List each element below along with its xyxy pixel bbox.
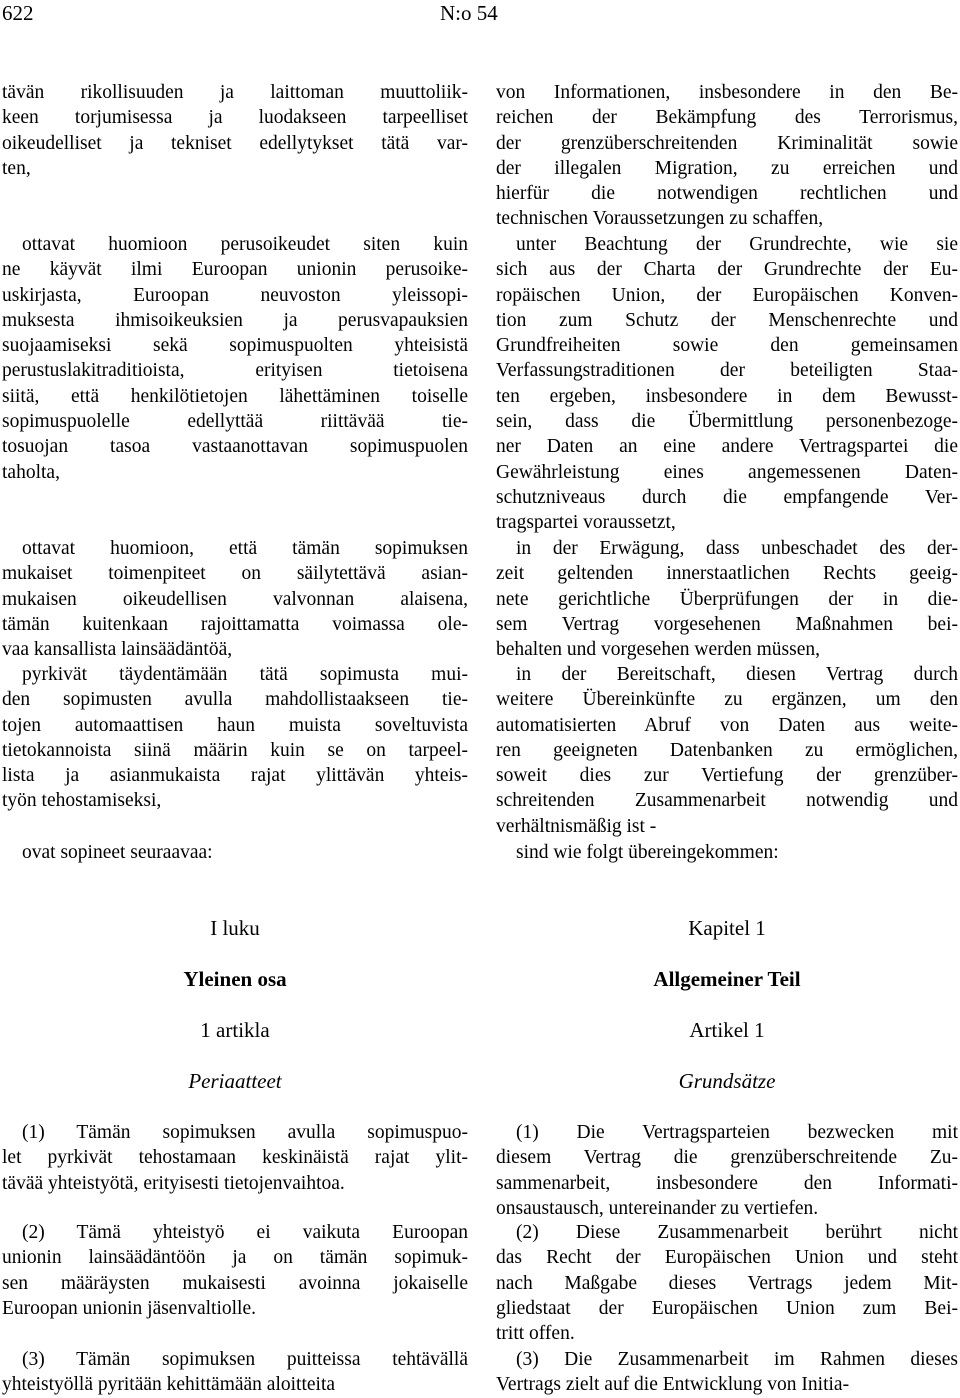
de-chapter-title: Allgemeiner Teil — [653, 967, 801, 991]
de-agreed-text: sind wie folgt übereingekommen: — [516, 842, 779, 863]
text-line: soweit dies zur Vertiefung der grenzüber- — [496, 765, 958, 787]
page-number: 622 — [2, 1, 34, 25]
text-line: onsaustausch, untereinander zu vertiefen. — [496, 1197, 819, 1219]
text-line: technischen Voraussetzungen zu schaffen, — [496, 208, 824, 230]
text-line: mukaiset toimenpiteet on säilytettävä asian- — [2, 563, 468, 585]
text-line: tritt offen. — [496, 1323, 575, 1345]
text-line: lista ja asianmukaista rajat ylittävän yhteis- — [2, 765, 468, 787]
text-line: let pyrkivät tehostamaan keskinäistä rajat ylit- — [2, 1147, 468, 1169]
text-line: tojen automaattisen haun muista soveltuvista — [2, 714, 468, 736]
text-line: ren geeigneten Datenbanken zu ermöglichen, — [496, 739, 958, 761]
text-line: ten ergeben, insbesondere in dem Bewusst- — [496, 385, 958, 407]
fi-intro — [2, 80, 468, 181]
de-article-title: Grundsätze — [678, 1069, 776, 1093]
fi-para-1 — [2, 1120, 468, 1196]
text-line: weitere Übereinkünfte zu ergänzen, um den — [496, 689, 958, 711]
text-line: ottavat huomioon, että tämän sopimuksen — [22, 538, 468, 559]
text-line: vaa kansallista lainsäädäntöä, — [2, 639, 233, 661]
text-line: yhteistyöllä pyritään kehittämään aloitteita — [2, 1374, 336, 1396]
de-recital-supplement — [496, 662, 958, 839]
text-line: hierfür die notwendigen rechtlichen und — [496, 183, 958, 205]
text-line: von Informationen, insbesondere in den Be- — [496, 82, 958, 103]
text-line: sen määräysten mukaisesti avoinna jokaiselle — [2, 1272, 468, 1294]
text-line: Gewährleistung eines angemessenen Daten- — [496, 461, 958, 483]
text-line: gliedstaat der Europäischen Union zum Bei- — [496, 1297, 958, 1319]
text-line: (1) Die Vertragsparteien bezwecken mit — [516, 1122, 958, 1143]
de-para-2 — [496, 1220, 958, 1346]
text-line: tion zum Schutz der Menschenrechte und — [496, 309, 958, 331]
fi-recital-supplement — [2, 662, 468, 814]
text-line: nete gerichtliche Überprüfungen der in die- — [496, 588, 958, 610]
text-line: sammenarbeit, insbesondere den Informati- — [496, 1172, 958, 1194]
de-recital-rights — [496, 232, 958, 536]
de-agreed — [496, 840, 958, 865]
de-chapter: Kapitel 1 — [688, 916, 766, 940]
text-line: (3) Die Zusammenarbeit im Rahmen dieses — [516, 1349, 958, 1370]
text-line: den sopimusten avulla mahdollistaakseen tie- — [2, 689, 468, 711]
fi-article: 1 artikla — [200, 1018, 270, 1042]
text-line: tosuojan tasoa vastaanottavan sopimuspuolen — [2, 436, 468, 458]
text-line: Euroopan unionin jäsenvaltiolle. — [2, 1297, 256, 1319]
text-line: schreitenden Zusammenarbeit notwendig und — [496, 790, 958, 812]
text-line: in der Bereitschaft, diesen Vertrag durch — [516, 664, 958, 685]
text-line: reichen der Bekämpfung des Terrorismus, — [496, 107, 958, 129]
text-line: (3) Tämän sopimuksen puitteissa tehtävällä — [22, 1349, 468, 1370]
text-line: (2) Diese Zusammenarbeit berührt nicht — [516, 1222, 958, 1243]
text-line: das Recht der Europäischen Union und steht — [496, 1247, 958, 1269]
de-para-1 — [496, 1120, 958, 1221]
text-line: automatisierten Abruf von Daten aus weite- — [496, 714, 958, 736]
text-line: tietokannoista siinä määrin kuin se on tarpeel- — [2, 739, 468, 761]
text-line: siitä, että henkilötietojen lähettäminen toiselle — [2, 385, 468, 407]
text-line: uskirjasta, Euroopan neuvoston yleissopi- — [2, 284, 468, 306]
issue-number: N:o 54 — [440, 1, 498, 25]
text-line: unter Beachtung der Grundrechte, wie sie — [516, 234, 958, 255]
fi-chapter: I luku — [210, 916, 260, 940]
text-line: sein, dass die Übermittlung personenbezoge- — [496, 411, 958, 433]
text-line: zeit geltenden innerstaatlichen Rechts geeig- — [496, 563, 958, 585]
text-line: in der Erwägung, dass unbeschadet des der- — [516, 538, 958, 559]
text-line: perustuslakitraditioista, erityisen tietoisena — [2, 360, 468, 382]
fi-agreed — [2, 840, 468, 865]
text-line: sem Vertrag vorgesehenen Maßnahmen bei- — [496, 613, 958, 635]
text-line: sich aus der Charta der Grundrechte der Eu- — [496, 259, 958, 281]
text-line: tävän rikollisuuden ja laittoman muuttoliik- — [2, 82, 468, 103]
text-line: tävää yhteistyötä, erityisesti tietojenvaihtoa. — [2, 1172, 345, 1194]
fi-para-2 — [2, 1220, 468, 1321]
text-line: Grundfreiheiten sowie den gemeinsamen — [496, 335, 958, 357]
text-line: ne käyvät ilmi Euroopan unionin perusoike- — [2, 259, 468, 281]
text-line: Vertrags zielt auf die Entwicklung von Initia- — [496, 1374, 850, 1396]
text-line: tämän kuitenkaan rajoittamatta voimassa ole- — [2, 613, 468, 635]
fi-para-3 — [2, 1347, 468, 1398]
text-line: schutzniveaus durch die empfangende Ver- — [496, 486, 958, 508]
text-line: työn tehostamiseksi, — [2, 790, 162, 812]
text-line: (1) Tämän sopimuksen avulla sopimuspuo- — [22, 1122, 468, 1143]
text-line: behalten und vorgesehen werden müssen, — [496, 639, 821, 661]
text-line: mukaisen oikeudellisen valvonnan alaisena, — [2, 588, 468, 610]
text-line: verhältnismäßig ist - — [496, 815, 657, 837]
text-line: ner Daten an eine andere Vertragspartei die — [496, 436, 958, 458]
fi-recital-rights — [2, 232, 468, 485]
text-line: tragspartei voraussetzt, — [496, 512, 676, 534]
de-recital-oversight — [496, 536, 958, 662]
fi-article-title: Periaatteet — [188, 1069, 282, 1093]
text-line: der grenzüberschreitenden Kriminalität sowie — [496, 132, 958, 154]
text-line: keen torjumisessa ja luodakseen tarpeelliset — [2, 107, 468, 129]
text-line: nach Maßgabe dieses Vertrags jedem Mit- — [496, 1272, 958, 1294]
text-line: suojaamiseksi sekä sopimuspuolten yhteisistä — [2, 335, 468, 357]
text-line: pyrkivät täydentämään tätä sopimusta mui- — [22, 664, 468, 685]
de-para-3 — [496, 1347, 958, 1398]
text-line: (2) Tämä yhteistyö ei vaikuta Euroopan — [22, 1222, 468, 1243]
text-line: muksesta ihmisoikeuksien ja perusvapauksien — [2, 309, 468, 331]
text-line: ten, — [2, 157, 31, 179]
text-line: ottavat huomioon perusoikeudet siten kuin — [22, 234, 468, 255]
text-line: oikeudelliset ja tekniset edellytykset tätä var- — [2, 132, 468, 154]
de-article: Artikel 1 — [689, 1018, 765, 1042]
text-line: taholta, — [2, 461, 60, 483]
text-line: sopimuspuolelle edellyttää riittävää tie- — [2, 411, 468, 433]
text-line: ropäischen Union, der Europäischen Konven- — [496, 284, 958, 306]
de-intro — [496, 80, 958, 232]
fi-recital-oversight — [2, 536, 468, 662]
text-line: diesem Vertrag die grenzüberschreitende Zu- — [496, 1147, 958, 1169]
fi-agreed-text: ovat sopineet seuraavaa: — [22, 842, 213, 863]
text-line: Verfassungstraditionen der beteiligten Staa- — [496, 360, 958, 382]
text-line: der illegalen Migration, zu erreichen und — [496, 157, 958, 179]
fi-chapter-title: Yleinen osa — [183, 967, 287, 991]
text-line: unionin lainsäädäntöön ja on tämän sopimuk- — [2, 1247, 468, 1269]
